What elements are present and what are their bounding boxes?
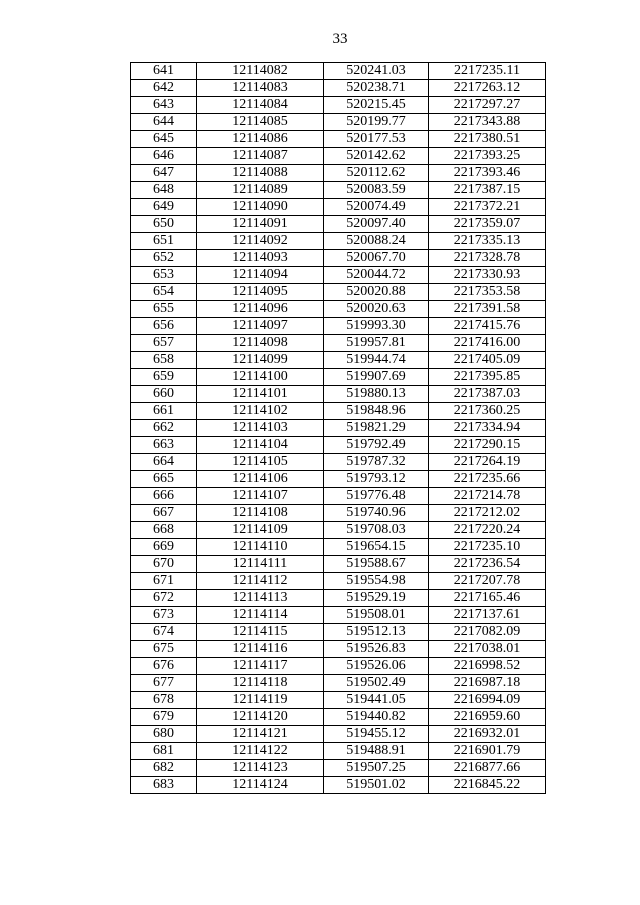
y-coordinate-cell: 2216932.01 xyxy=(429,726,546,743)
point-id-cell: 12114091 xyxy=(197,216,324,233)
row-index-cell: 655 xyxy=(131,301,197,318)
point-id-cell: 12114117 xyxy=(197,658,324,675)
point-id-cell: 12114103 xyxy=(197,420,324,437)
x-coordinate-cell: 519957.81 xyxy=(324,335,429,352)
x-coordinate-cell: 519441.05 xyxy=(324,692,429,709)
x-coordinate-cell: 520088.24 xyxy=(324,233,429,250)
point-id-cell: 12114106 xyxy=(197,471,324,488)
y-coordinate-cell: 2217137.61 xyxy=(429,607,546,624)
point-id-cell: 12114085 xyxy=(197,114,324,131)
y-coordinate-cell: 2217380.51 xyxy=(429,131,546,148)
x-coordinate-cell: 519793.12 xyxy=(324,471,429,488)
row-index-cell: 667 xyxy=(131,505,197,522)
table-row xyxy=(131,369,546,386)
page-number: 33 xyxy=(332,31,348,47)
row-index-cell: 642 xyxy=(131,80,197,97)
y-coordinate-cell: 2216877.66 xyxy=(429,760,546,777)
table-row xyxy=(131,199,546,216)
y-coordinate-cell: 2217328.78 xyxy=(429,250,546,267)
x-coordinate-cell: 520020.88 xyxy=(324,284,429,301)
table-row xyxy=(131,165,546,182)
y-coordinate-cell: 2217207.78 xyxy=(429,573,546,590)
row-index-cell: 673 xyxy=(131,607,197,624)
point-id-cell: 12114098 xyxy=(197,335,324,352)
row-index-cell: 651 xyxy=(131,233,197,250)
x-coordinate-cell: 519821.29 xyxy=(324,420,429,437)
coordinates-table xyxy=(130,62,546,794)
table-row xyxy=(131,318,546,335)
row-index-cell: 677 xyxy=(131,675,197,692)
table-row xyxy=(131,709,546,726)
table-row xyxy=(131,420,546,437)
x-coordinate-cell: 519554.98 xyxy=(324,573,429,590)
y-coordinate-cell: 2217297.27 xyxy=(429,97,546,114)
table-row xyxy=(131,131,546,148)
point-id-cell: 12114124 xyxy=(197,777,324,794)
row-index-cell: 644 xyxy=(131,114,197,131)
row-index-cell: 650 xyxy=(131,216,197,233)
x-coordinate-cell: 520083.59 xyxy=(324,182,429,199)
x-coordinate-cell: 519502.49 xyxy=(324,675,429,692)
point-id-cell: 12114084 xyxy=(197,97,324,114)
row-index-cell: 671 xyxy=(131,573,197,590)
table-row xyxy=(131,182,546,199)
point-id-cell: 12114115 xyxy=(197,624,324,641)
y-coordinate-cell: 2217334.94 xyxy=(429,420,546,437)
y-coordinate-cell: 2217263.12 xyxy=(429,80,546,97)
row-index-cell: 663 xyxy=(131,437,197,454)
x-coordinate-cell: 520074.49 xyxy=(324,199,429,216)
table-row xyxy=(131,335,546,352)
point-id-cell: 12114086 xyxy=(197,131,324,148)
y-coordinate-cell: 2216901.79 xyxy=(429,743,546,760)
x-coordinate-cell: 519512.13 xyxy=(324,624,429,641)
point-id-cell: 12114090 xyxy=(197,199,324,216)
x-coordinate-cell: 520215.45 xyxy=(324,97,429,114)
point-id-cell: 12114114 xyxy=(197,607,324,624)
table-row xyxy=(131,505,546,522)
point-id-cell: 12114100 xyxy=(197,369,324,386)
table-row xyxy=(131,641,546,658)
y-coordinate-cell: 2217290.15 xyxy=(429,437,546,454)
point-id-cell: 12114082 xyxy=(197,63,324,80)
row-index-cell: 662 xyxy=(131,420,197,437)
point-id-cell: 12114110 xyxy=(197,539,324,556)
x-coordinate-cell: 520241.03 xyxy=(324,63,429,80)
point-id-cell: 12114094 xyxy=(197,267,324,284)
table-row xyxy=(131,63,546,80)
x-coordinate-cell: 519993.30 xyxy=(324,318,429,335)
x-coordinate-cell: 519508.01 xyxy=(324,607,429,624)
table-row xyxy=(131,573,546,590)
row-index-cell: 643 xyxy=(131,97,197,114)
table-row xyxy=(131,97,546,114)
row-index-cell: 681 xyxy=(131,743,197,760)
y-coordinate-cell: 2217395.85 xyxy=(429,369,546,386)
x-coordinate-cell: 520142.62 xyxy=(324,148,429,165)
row-index-cell: 668 xyxy=(131,522,197,539)
table-body xyxy=(131,63,546,794)
table-row xyxy=(131,692,546,709)
row-index-cell: 676 xyxy=(131,658,197,675)
table-row xyxy=(131,267,546,284)
y-coordinate-cell: 2216845.22 xyxy=(429,777,546,794)
table-row xyxy=(131,216,546,233)
row-index-cell: 678 xyxy=(131,692,197,709)
point-id-cell: 12114099 xyxy=(197,352,324,369)
y-coordinate-cell: 2217335.13 xyxy=(429,233,546,250)
x-coordinate-cell: 519501.02 xyxy=(324,777,429,794)
point-id-cell: 12114119 xyxy=(197,692,324,709)
x-coordinate-cell: 519708.03 xyxy=(324,522,429,539)
table-row xyxy=(131,233,546,250)
y-coordinate-cell: 2217082.09 xyxy=(429,624,546,641)
y-coordinate-cell: 2217235.11 xyxy=(429,63,546,80)
y-coordinate-cell: 2217235.66 xyxy=(429,471,546,488)
point-id-cell: 12114101 xyxy=(197,386,324,403)
table-row xyxy=(131,148,546,165)
table-row xyxy=(131,437,546,454)
y-coordinate-cell: 2216994.09 xyxy=(429,692,546,709)
x-coordinate-cell: 519740.96 xyxy=(324,505,429,522)
x-coordinate-cell: 520097.40 xyxy=(324,216,429,233)
point-id-cell: 12114112 xyxy=(197,573,324,590)
x-coordinate-cell: 519654.15 xyxy=(324,539,429,556)
y-coordinate-cell: 2217405.09 xyxy=(429,352,546,369)
row-index-cell: 675 xyxy=(131,641,197,658)
row-index-cell: 659 xyxy=(131,369,197,386)
y-coordinate-cell: 2217372.21 xyxy=(429,199,546,216)
table-row xyxy=(131,624,546,641)
y-coordinate-cell: 2217387.15 xyxy=(429,182,546,199)
y-coordinate-cell: 2216959.60 xyxy=(429,709,546,726)
x-coordinate-cell: 519529.19 xyxy=(324,590,429,607)
point-id-cell: 12114122 xyxy=(197,743,324,760)
row-index-cell: 646 xyxy=(131,148,197,165)
y-coordinate-cell: 2217387.03 xyxy=(429,386,546,403)
table-row xyxy=(131,284,546,301)
table-row xyxy=(131,607,546,624)
x-coordinate-cell: 519488.91 xyxy=(324,743,429,760)
point-id-cell: 12114111 xyxy=(197,556,324,573)
table-row xyxy=(131,114,546,131)
y-coordinate-cell: 2217343.88 xyxy=(429,114,546,131)
point-id-cell: 12114096 xyxy=(197,301,324,318)
y-coordinate-cell: 2217393.25 xyxy=(429,148,546,165)
y-coordinate-cell: 2217353.58 xyxy=(429,284,546,301)
table-row xyxy=(131,760,546,777)
y-coordinate-cell: 2217212.02 xyxy=(429,505,546,522)
table-row xyxy=(131,590,546,607)
x-coordinate-cell: 519526.83 xyxy=(324,641,429,658)
x-coordinate-cell: 520177.53 xyxy=(324,131,429,148)
row-index-cell: 665 xyxy=(131,471,197,488)
y-coordinate-cell: 2217038.01 xyxy=(429,641,546,658)
table-row xyxy=(131,522,546,539)
table-row xyxy=(131,777,546,794)
point-id-cell: 12114095 xyxy=(197,284,324,301)
table-row xyxy=(131,250,546,267)
y-coordinate-cell: 2217214.78 xyxy=(429,488,546,505)
table-row xyxy=(131,386,546,403)
point-id-cell: 12114121 xyxy=(197,726,324,743)
row-index-cell: 680 xyxy=(131,726,197,743)
point-id-cell: 12114088 xyxy=(197,165,324,182)
point-id-cell: 12114108 xyxy=(197,505,324,522)
point-id-cell: 12114105 xyxy=(197,454,324,471)
y-coordinate-cell: 2217236.54 xyxy=(429,556,546,573)
x-coordinate-cell: 519787.32 xyxy=(324,454,429,471)
table-row xyxy=(131,80,546,97)
y-coordinate-cell: 2216987.18 xyxy=(429,675,546,692)
point-id-cell: 12114107 xyxy=(197,488,324,505)
table-row xyxy=(131,726,546,743)
row-index-cell: 653 xyxy=(131,267,197,284)
row-index-cell: 645 xyxy=(131,131,197,148)
x-coordinate-cell: 520112.62 xyxy=(324,165,429,182)
point-id-cell: 12114116 xyxy=(197,641,324,658)
row-index-cell: 658 xyxy=(131,352,197,369)
row-index-cell: 666 xyxy=(131,488,197,505)
table-row xyxy=(131,743,546,760)
y-coordinate-cell: 2217415.76 xyxy=(429,318,546,335)
row-index-cell: 652 xyxy=(131,250,197,267)
row-index-cell: 660 xyxy=(131,386,197,403)
point-id-cell: 12114113 xyxy=(197,590,324,607)
x-coordinate-cell: 520199.77 xyxy=(324,114,429,131)
row-index-cell: 683 xyxy=(131,777,197,794)
x-coordinate-cell: 519588.67 xyxy=(324,556,429,573)
point-id-cell: 12114083 xyxy=(197,80,324,97)
table-row xyxy=(131,539,546,556)
table-row xyxy=(131,471,546,488)
x-coordinate-cell: 519944.74 xyxy=(324,352,429,369)
point-id-cell: 12114104 xyxy=(197,437,324,454)
point-id-cell: 12114087 xyxy=(197,148,324,165)
point-id-cell: 12114097 xyxy=(197,318,324,335)
row-index-cell: 656 xyxy=(131,318,197,335)
x-coordinate-cell: 519907.69 xyxy=(324,369,429,386)
y-coordinate-cell: 2217360.25 xyxy=(429,403,546,420)
y-coordinate-cell: 2216998.52 xyxy=(429,658,546,675)
row-index-cell: 648 xyxy=(131,182,197,199)
point-id-cell: 12114102 xyxy=(197,403,324,420)
x-coordinate-cell: 519776.48 xyxy=(324,488,429,505)
y-coordinate-cell: 2217330.93 xyxy=(429,267,546,284)
table-row xyxy=(131,658,546,675)
point-id-cell: 12114092 xyxy=(197,233,324,250)
row-index-cell: 647 xyxy=(131,165,197,182)
row-index-cell: 679 xyxy=(131,709,197,726)
row-index-cell: 674 xyxy=(131,624,197,641)
table-row xyxy=(131,403,546,420)
point-id-cell: 12114089 xyxy=(197,182,324,199)
x-coordinate-cell: 520067.70 xyxy=(324,250,429,267)
y-coordinate-cell: 2217235.10 xyxy=(429,539,546,556)
x-coordinate-cell: 520020.63 xyxy=(324,301,429,318)
row-index-cell: 657 xyxy=(131,335,197,352)
x-coordinate-cell: 519848.96 xyxy=(324,403,429,420)
row-index-cell: 664 xyxy=(131,454,197,471)
point-id-cell: 12114109 xyxy=(197,522,324,539)
y-coordinate-cell: 2217165.46 xyxy=(429,590,546,607)
table-row xyxy=(131,675,546,692)
point-id-cell: 12114123 xyxy=(197,760,324,777)
table-row xyxy=(131,488,546,505)
point-id-cell: 12114120 xyxy=(197,709,324,726)
x-coordinate-cell: 519455.12 xyxy=(324,726,429,743)
point-id-cell: 12114118 xyxy=(197,675,324,692)
row-index-cell: 661 xyxy=(131,403,197,420)
table-row xyxy=(131,352,546,369)
row-index-cell: 649 xyxy=(131,199,197,216)
point-id-cell: 12114093 xyxy=(197,250,324,267)
row-index-cell: 641 xyxy=(131,63,197,80)
x-coordinate-cell: 519526.06 xyxy=(324,658,429,675)
row-index-cell: 654 xyxy=(131,284,197,301)
row-index-cell: 669 xyxy=(131,539,197,556)
table-row xyxy=(131,301,546,318)
table-row xyxy=(131,454,546,471)
y-coordinate-cell: 2217359.07 xyxy=(429,216,546,233)
y-coordinate-cell: 2217391.58 xyxy=(429,301,546,318)
row-index-cell: 670 xyxy=(131,556,197,573)
x-coordinate-cell: 519507.25 xyxy=(324,760,429,777)
y-coordinate-cell: 2217416.00 xyxy=(429,335,546,352)
table-row xyxy=(131,556,546,573)
x-coordinate-cell: 519880.13 xyxy=(324,386,429,403)
y-coordinate-cell: 2217393.46 xyxy=(429,165,546,182)
x-coordinate-cell: 519792.49 xyxy=(324,437,429,454)
y-coordinate-cell: 2217220.24 xyxy=(429,522,546,539)
x-coordinate-cell: 520238.71 xyxy=(324,80,429,97)
row-index-cell: 672 xyxy=(131,590,197,607)
x-coordinate-cell: 520044.72 xyxy=(324,267,429,284)
row-index-cell: 682 xyxy=(131,760,197,777)
y-coordinate-cell: 2217264.19 xyxy=(429,454,546,471)
x-coordinate-cell: 519440.82 xyxy=(324,709,429,726)
